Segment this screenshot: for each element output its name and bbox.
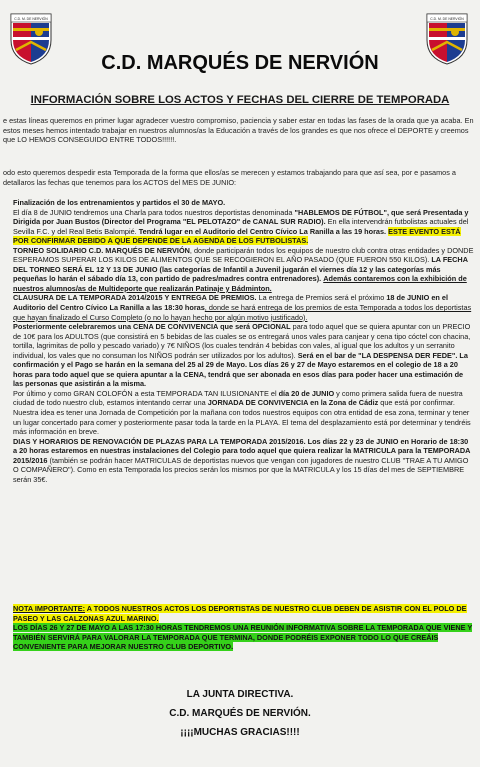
section-dinner: Posteriormente celebraremos una CENA DE CONVIVENCIA que será OPCIONAL para todo aquel que se quiera apuntar con un PRECIO de 10€ para los ADULTOS (que consistirá en 5 bebidas de las cuales se os entregará unos vales para canjear y cena tipo cóctel con chacina, tortilla, lagrimitas de pollo y pescado variado) y 7€ NIÑOS (los cuales tendrán 4 bebidas con vales, al igual que los adultos y un serranito individual, los vales que no consuman los NIÑOS podrán ser utilizados por los adultos). Será en el bar de "LA DESPENSA DER FEDE". La confirmación y el Pago se harán en la semana del 25 al 29 de Mayo. Los días 26 y 27 de Mayo estaremos en el colegio de 18 a 20 horas para todo aquel que se quiera apuntar a la CENA, tendrá que ser abonada en esos días para poder hacer una estimación de las personas que asistirán a la misma. (13, 322, 471, 389)
events-body (13, 198, 474, 484)
club-title: C.D. MARQUÉS DE NERVIÓN (101, 52, 379, 74)
section-training-end: Finalización de los entrenamientos y partidos el 30 de MAYO. (13, 198, 226, 207)
notice-label: NOTA IMPORTANTE: (13, 604, 86, 613)
section-talk: El día 8 de JUNIO tendremos una Charla para todos nuestros deportistas denominada "HABLEMOS DE FÚTBOL", que será Presentada y Dirigida por Juan Bustos (Director del Programa "EL PELOTAZO" de CANAL SUR RADIO). En ella intervendrán futbolistas actuales del Sevilla F.C. y del Real Betis Balompié. Tendrá lugar en el Auditorio del Centro Cívico La Ranilla a las 19 horas. ESTE EVENTO ESTÁ POR CONFIRMAR DEBIDO A QUE DEPENDE DE LA AGENDA DE LOS FUTBOLISTAS. (13, 207, 469, 246)
section-renewal: DIAS Y HORARIOS DE RENOVACIÓN DE PLAZAS PARA LA TEMPORADA 2015/2016. Los días 22 y 23 de JUNIO en Horario de 18:30 a 20 horas estaremos en nuestras instalaciones del Colegio para todo aquel que quiera realizar la MATRICULA para la TEMPORADA 2015/2016 (también se podrán hacer MATRICULAS de deportistas nuevos que vengan con jugadores de nuestro CLUB "TRAE A TU AMIGO O COMPAÑERO"). Como en esta Temporada los precios serán los mismos por que la MATRICULA y los 15 días del mes de SEPTIEMBRE serán 35€. (13, 436, 471, 484)
document-subtitle: INFORMACIÓN SOBRE LOS ACTOS Y FECHAS DEL CIERRE DE TEMPORADA (30, 94, 450, 106)
notice-yellow-text: A TODOS NUESTROS ACTOS LOS DEPORTISTAS DE NUESTRO CLUB DEBEN DE ASISTIR CON EL POLO DE PASEO Y LAS CALZONAS AZUL MARINO. (13, 604, 467, 623)
notice-green-text: LOS DÍAS 26 Y 27 DE MAYO A LAS 17:30 HORAS TENDREMOS UNA REUNIÓN INFORMATIVA SOBRE LA TEMPORADA QUE VIENE Y TAMBIÉN SERVIRÁ PARA VALORAR LA TEMPORADA QUE TERMINA, DONDE PODRÉIS EXPONER TODO LO QUE CREÁIS CONVENIENTE PARA MEJORAR NUESTRO CLUB DEPORTIVO. (13, 623, 473, 652)
intro-paragraph: e estas líneas queremos en primer lugar agradecer vuestro compromiso, paciencia y saber estar en todas las fases de la orada que ya acaba. En estos meses hemos intentado trabajar en nuestros alumnos/as la Educación a través de los grandes es que nos ofrece el DEPORTE y creemos que LO HEMOS CONSEGUIDO ENTRE TODOS!!!!!!. (3, 116, 474, 145)
intro-paragraph: odo esto queremos despedir esta Temporada de la forma que ellos/as se merecen y estamos trabajando para que así sea, por e pasamos a detallaros las fechas que tenemos para los ACTOS del MES DE JUNIO: (3, 168, 456, 187)
crest-text: C.D. M. DE NERVIÓN (14, 17, 48, 21)
signature-line: LA JUNTA DIRECTIVA. (186, 689, 294, 700)
section-tournament: TORNEO SOLIDARIO C.D. MARQUÉS DE NERVIÓN, donde participarán todos los equipos de nuestro club contra otras entidades y DONDE ESPERAMOS SUPERAR LOS KILOS DE ALIMENTOS QUE SE RECOGIERON EL AÑO PASADO (QUE FUERON 550 KILOS). LA FECHA DEL TORNEO SERÁ EL 12 Y 13 DE JUNIO (las categorías de Infantil a Juvenil jugarán el viernes día 12 y las categorías más pequeñas lo harán el sábado día 13, con partido de padres/madres contra entrenadores). Además contaremos con la exhibición de nuestros alumnos/as de Multideporte que realizarán Patinaje y Bádminton. (13, 245, 474, 293)
signature-block (0, 685, 480, 742)
section-trip: Por último y como GRAN COLOFÓN a esta TEMPORADA TAN ILUSIONANTE el día 20 de JUNIO y como primera salida fuera de nuestra ciudad de todo nuestro club, estamos intentando cerrar una JORNADA DE CONVIVENCIA en la Zona de Cádiz que está por confirmar. Nuestra idea es tener una Jornada de Competición por la mañana con todos nuestros equipos con otra entidad de esa zona, terminar y tener un lugar concertado para comer y posteriormente pasar toda la tarde en la PLAYA. El tema del desplazamiento está por determinar y tendréis más información en breve. (13, 388, 471, 437)
section-closing-ceremony: CLAUSURA DE LA TEMPORADA 2014/2015 Y ENTREGA DE PREMIOS. La entrega de Premios será el próximo 18 de JUNIO en el Auditorio del Centro Cívico La Ranilla a las 18:30 horas, donde se hará entrega de los premios de esta Temporada a todos los deportistas que hayan finalizado el Curso Completo (o no lo hayan hecho por algún motivo justificado). (13, 293, 472, 322)
signature-line: C.D. MARQUÉS DE NERVIÓN. (169, 708, 311, 719)
signature-line: ¡¡¡¡MUCHAS GRACIAS!!!! (180, 727, 300, 738)
crest-text: C.D. M. DE NERVIÓN (430, 17, 464, 21)
important-notice (13, 604, 474, 652)
